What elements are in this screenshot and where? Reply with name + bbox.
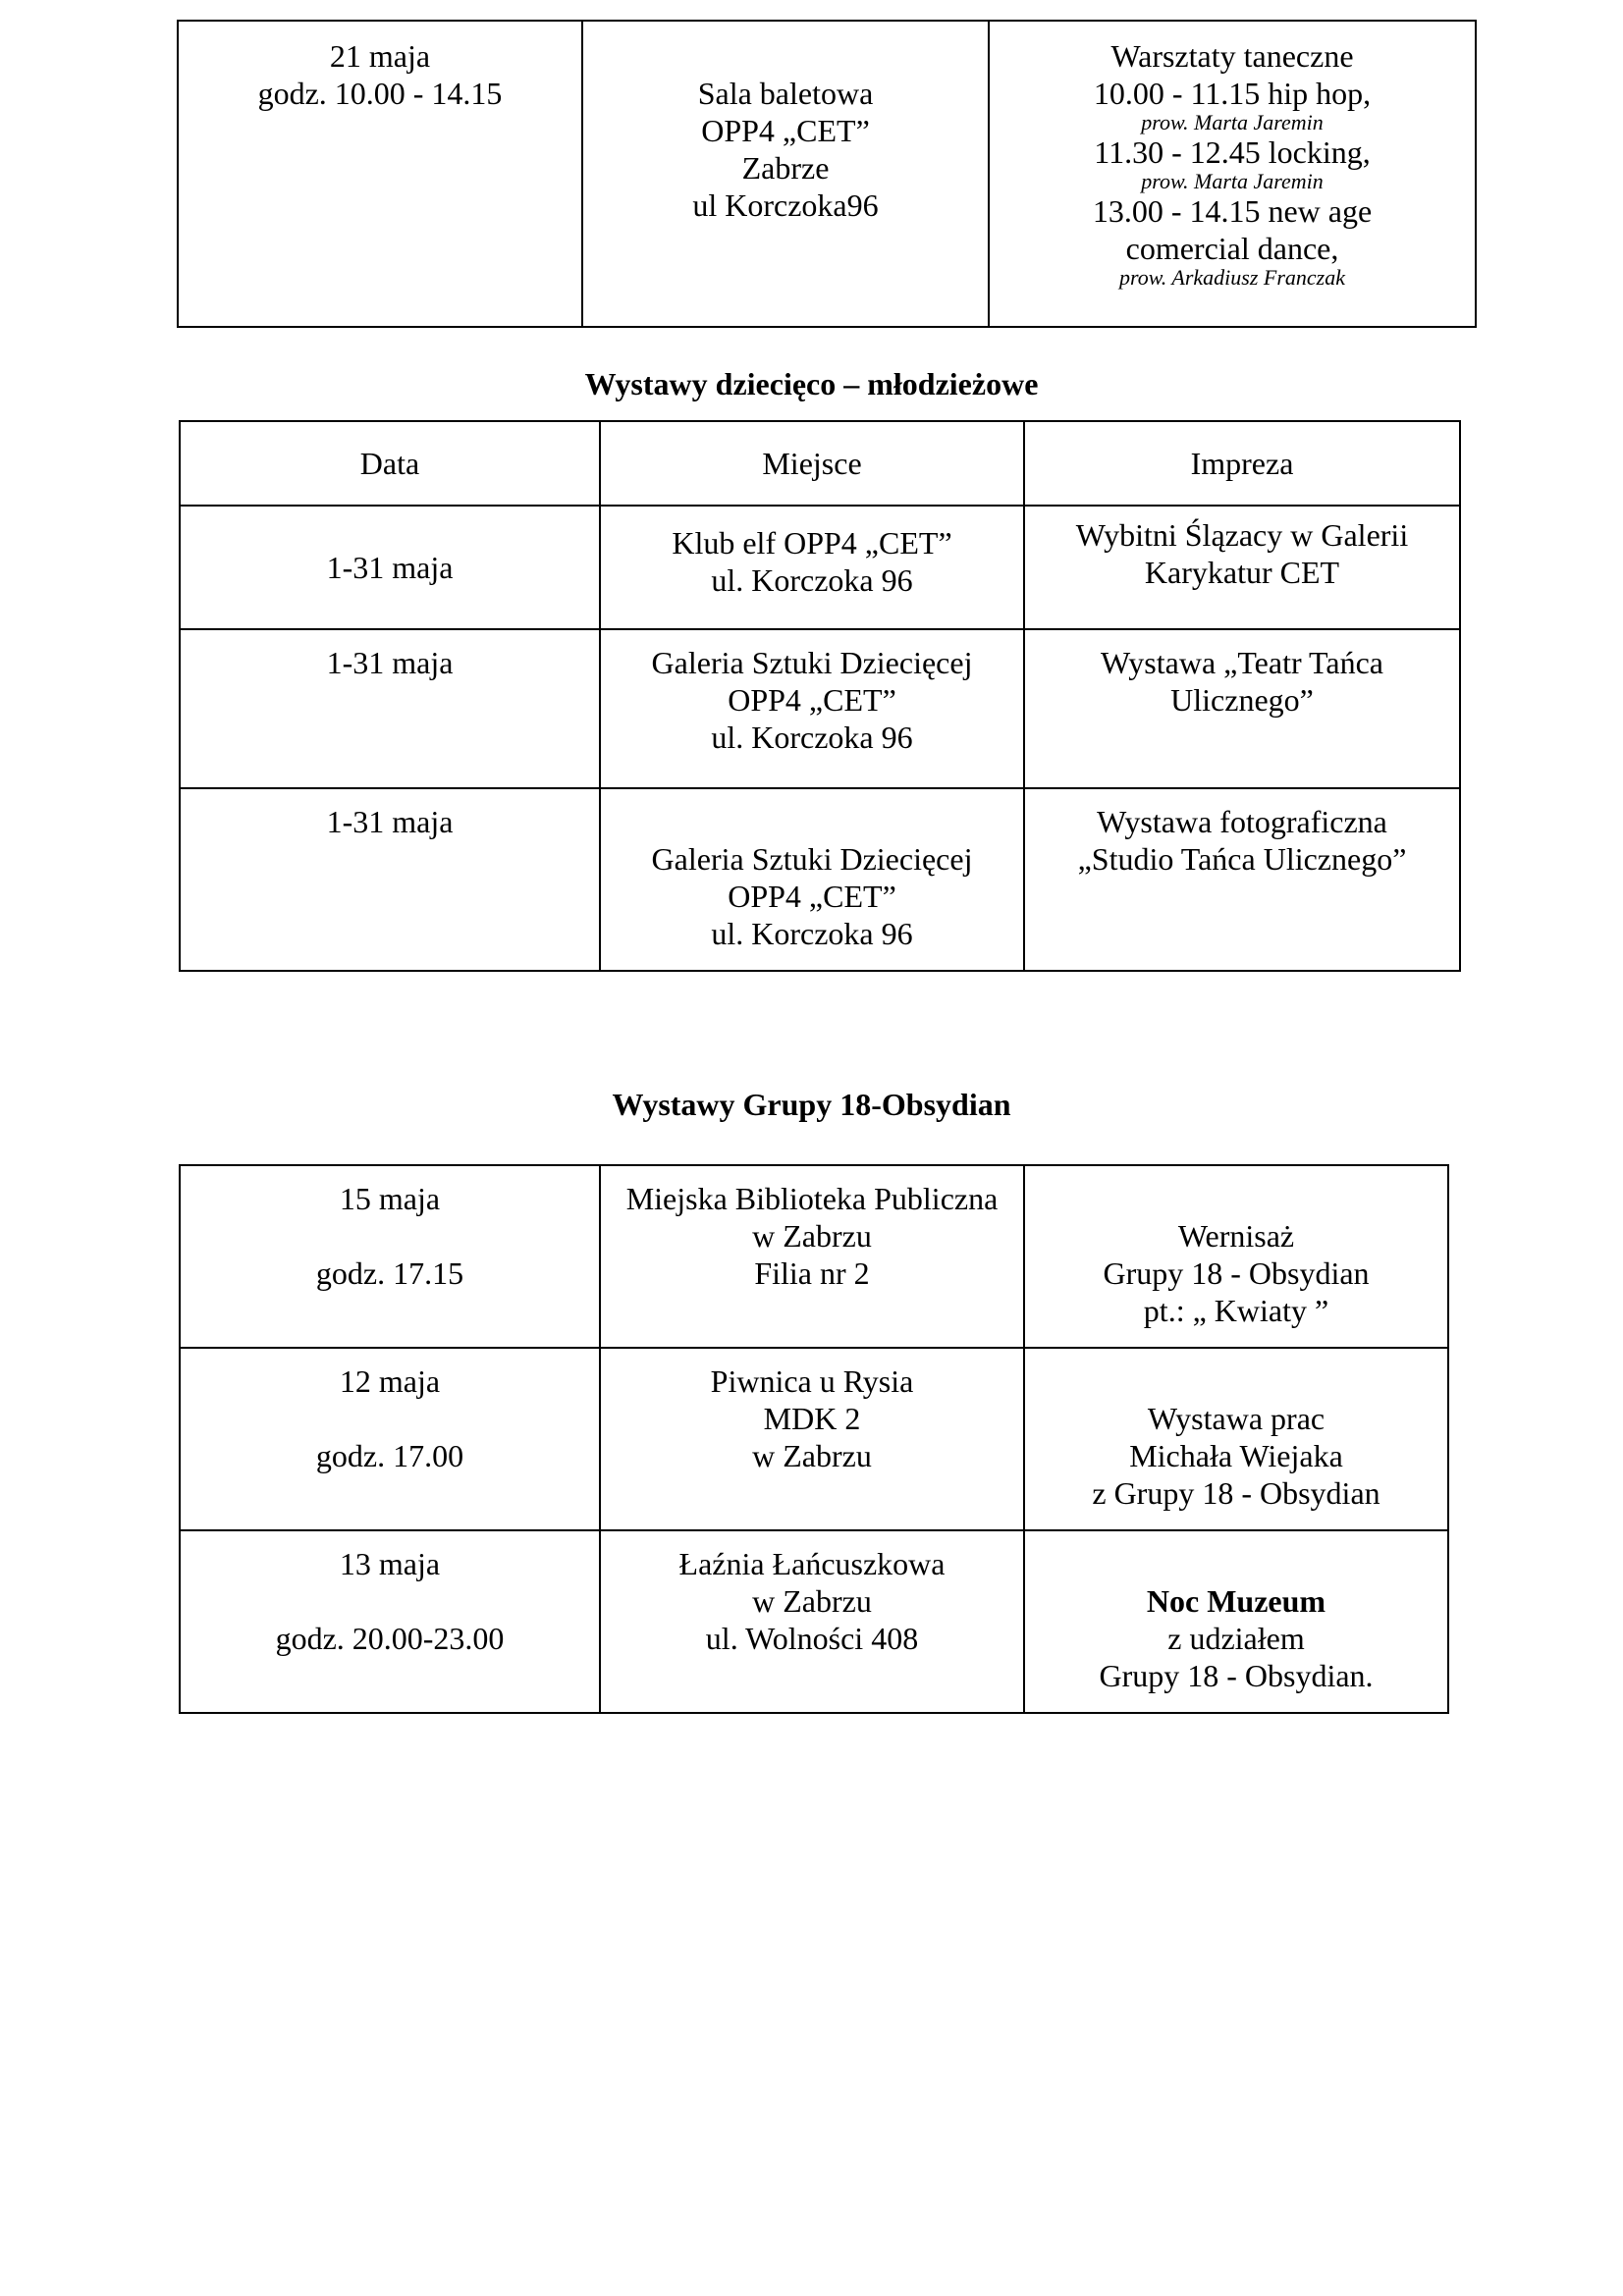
workshop-date: 21 maja (329, 38, 431, 74)
event-line: Michała Wiejaka (1129, 1438, 1343, 1473)
table-row (180, 1348, 1448, 1530)
column-header-place: Miejsce (600, 421, 1024, 506)
date-line: 13 maja (339, 1546, 441, 1581)
workshop-item-time: 10.00 - 11.15 hip hop, (1093, 76, 1372, 111)
row-place (600, 788, 1024, 971)
row-event (1024, 1165, 1448, 1348)
workshop-event-cell (989, 21, 1476, 327)
place-line: MDK 2 (763, 1401, 861, 1436)
time-line: godz. 20.00-23.00 (275, 1621, 505, 1656)
row-event (1024, 506, 1460, 629)
place-line: ul. Korczoka 96 (711, 720, 913, 755)
workshop-place-line: ul Korczoka96 (692, 187, 879, 223)
event-line: Wybitni Ślązacy w Galerii (1075, 517, 1409, 553)
workshop-item-lead: prow. Arkadiusz Franczak (1119, 265, 1345, 290)
workshop-place-line: Zabrze (741, 150, 830, 186)
place-line: OPP4 „CET” (728, 879, 896, 914)
event-line: z udziałem (1167, 1621, 1305, 1656)
row-place (600, 506, 1024, 629)
place-line: Łaźnia Łańcuszkowa (678, 1546, 946, 1581)
row-place (600, 1530, 1024, 1713)
row-event (1024, 1348, 1448, 1530)
place-line: Galeria Sztuki Dziecięcej (651, 841, 973, 877)
place-line: w Zabrzu (752, 1438, 872, 1473)
table-row (180, 1165, 1448, 1348)
row-date: 1-31 maja (180, 506, 600, 629)
workshop-hours: godz. 10.00 - 14.15 (257, 76, 503, 111)
column-header-date: Data (180, 421, 600, 506)
event-line: Wystawa prac (1147, 1401, 1325, 1436)
place-line: ul. Korczoka 96 (711, 562, 913, 598)
workshop-table (177, 20, 1477, 328)
row-event (1024, 629, 1460, 788)
row-date: 1-31 maja (180, 788, 600, 971)
row-place (600, 1165, 1024, 1348)
event-line: Ulicznego” (1170, 682, 1314, 718)
event-line: z Grupy 18 - Obsydian (1092, 1475, 1380, 1511)
group18-exhibitions-table (179, 1164, 1449, 1714)
column-header-event: Impreza (1024, 421, 1460, 506)
workshop-item-lead: prow. Marta Jaremin (1141, 169, 1324, 193)
event-line: Karykatur CET (1144, 555, 1340, 590)
place-line: OPP4 „CET” (728, 682, 896, 718)
workshop-item-time: 13.00 - 14.15 new age comercial dance, (1092, 193, 1373, 266)
table-row (180, 506, 1460, 629)
place-line: w Zabrzu (752, 1218, 872, 1254)
row-event (1024, 1530, 1448, 1713)
children-exhibitions-table (179, 420, 1461, 972)
table-row (180, 1530, 1448, 1713)
event-line: Wystawa fotograficzna (1097, 804, 1387, 839)
row-date (180, 1165, 600, 1348)
workshop-item-lead: prow. Marta Jaremin (1141, 110, 1324, 134)
place-line: ul. Wolności 408 (705, 1621, 919, 1656)
table-row (180, 629, 1460, 788)
row-place (600, 629, 1024, 788)
event-line: pt.: „ Kwiaty ” (1143, 1293, 1329, 1328)
place-line: w Zabrzu (752, 1583, 872, 1619)
section-heading-children-exhibitions: Wystawy dziecięco – młodzieżowe (584, 366, 1039, 401)
section-heading-group-18-exhibitions: Wystawy Grupy 18-Obsydian (612, 1087, 1011, 1122)
workshop-title: Warsztaty taneczne (1110, 38, 1354, 74)
row-date (180, 1530, 600, 1713)
row-date (180, 1348, 600, 1530)
time-line: godz. 17.15 (315, 1255, 464, 1291)
event-line: Wernisaż (1177, 1218, 1295, 1254)
workshop-place-line: Sala baletowa (697, 76, 874, 111)
place-line: Filia nr 2 (754, 1255, 870, 1291)
time-line: godz. 17.00 (315, 1438, 464, 1473)
table-row (180, 788, 1460, 971)
row-event (1024, 788, 1460, 971)
place-line: Miejska Biblioteka Publiczna (625, 1181, 999, 1216)
row-place (600, 1348, 1024, 1530)
workshop-place-cell (582, 21, 989, 327)
workshop-item-time: 11.30 - 12.45 locking, (1094, 134, 1371, 170)
place-line: Galeria Sztuki Dziecięcej (651, 645, 973, 680)
workshop-date-cell (178, 21, 582, 327)
event-line: Wystawa „Teatr Tańca (1101, 645, 1383, 680)
event-line: Grupy 18 - Obsydian (1103, 1255, 1370, 1291)
event-line: Grupy 18 - Obsydian. (1099, 1658, 1374, 1693)
place-line: Klub elf OPP4 „CET” (672, 525, 952, 561)
date-line: 12 maja (339, 1363, 441, 1399)
event-title: Noc Muzeum (1146, 1583, 1326, 1619)
place-line: ul. Korczoka 96 (711, 916, 913, 951)
workshop-place-line: OPP4 „CET” (701, 113, 870, 148)
event-line: „Studio Tańca Ulicznego” (1077, 841, 1407, 877)
date-line: 15 maja (339, 1181, 441, 1216)
place-line: Piwnica u Rysia (710, 1363, 914, 1399)
row-date: 1-31 maja (180, 629, 600, 788)
